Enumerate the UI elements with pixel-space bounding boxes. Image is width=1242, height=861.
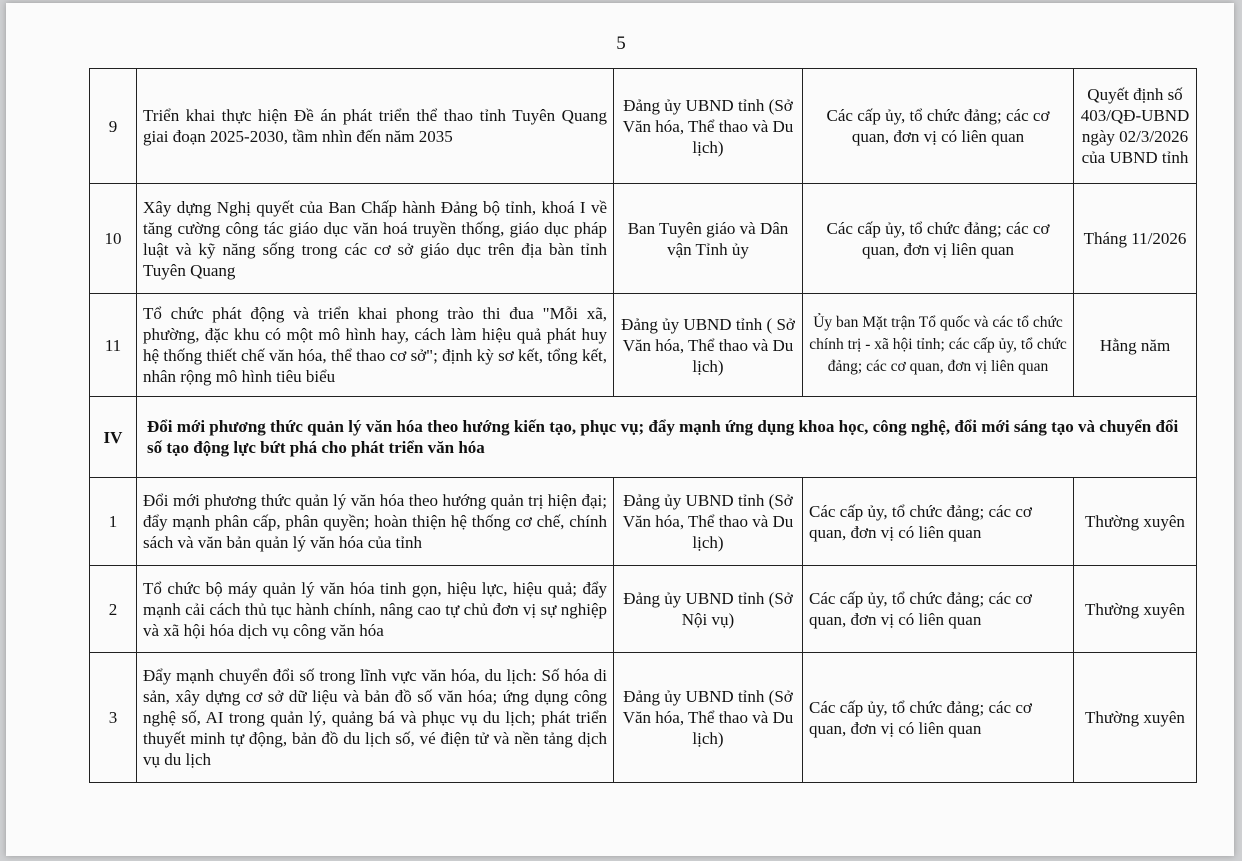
- table-row: [90, 566, 1197, 653]
- lead-unit: Đảng ủy UBND tỉnh ( Sở Văn hóa, Thể thao và Du lịch): [614, 294, 803, 397]
- page-number: 5: [616, 33, 626, 54]
- coordinating-unit: Ủy ban Mặt trận Tổ quốc và các tổ chức chính trị - xã hội tỉnh; các cấp ủy, tổ chức đảng; các cơ quan, đơn vị liên quan: [803, 294, 1074, 397]
- table-row: [90, 184, 1197, 294]
- table-row: [90, 69, 1197, 184]
- coordinating-unit: Các cấp ủy, tổ chức đảng; các cơ quan, đơn vị có liên quan: [803, 566, 1074, 653]
- task-description: Xây dựng Nghị quyết của Ban Chấp hành Đảng bộ tỉnh, khoá I về tăng cường công tác giáo dục văn hoá truyền thống, giáo dục pháp luật và kỹ năng sống trong các cơ sở giáo dục trên địa bàn tỉnh Tuyên Quang: [137, 184, 614, 294]
- completion-time: Thường xuyên: [1074, 566, 1197, 653]
- completion-time: Thường xuyên: [1074, 478, 1197, 566]
- task-description: Đổi mới phương thức quản lý văn hóa theo hướng quản trị hiện đại; đẩy mạnh phân cấp, phân quyền; hoàn thiện hệ thống cơ chế, chính sách và văn bản quản lý văn hóa của tỉnh: [137, 478, 614, 566]
- section-title: Đổi mới phương thức quản lý văn hóa theo hướng kiến tạo, phục vụ; đẩy mạnh ứng dụng khoa học, công nghệ, đổi mới sáng tạo và chuyển đổi số tạo động lực bứt phá cho phát triển văn hóa: [137, 397, 1197, 478]
- section-number: IV: [90, 397, 137, 478]
- completion-time: Quyết định số 403/QĐ-UBND ngày 02/3/2026 của UBND tỉnh: [1074, 69, 1197, 184]
- completion-time: Tháng 11/2026: [1074, 184, 1197, 294]
- row-number: 1: [90, 478, 137, 566]
- task-description: Đẩy mạnh chuyển đổi số trong lĩnh vực văn hóa, du lịch: Số hóa di sản, xây dựng cơ sở dữ liệu và bản đồ số văn hóa; ứng dụng công nghệ số, AI trong quản lý, quảng bá và phục vụ du lịch; phát triển thuyết minh tự động, bản đồ du lịch số, vé điện tử và nền tảng dịch vụ du lịch: [137, 653, 614, 783]
- row-number: 11: [90, 294, 137, 397]
- table-row: [90, 478, 1197, 566]
- coordinating-unit: Các cấp ủy, tổ chức đảng; các cơ quan, đơn vị có liên quan: [803, 69, 1074, 184]
- table-row: [90, 294, 1197, 397]
- coordinating-unit: Các cấp ủy, tổ chức đảng; các cơ quan, đơn vị có liên quan: [803, 653, 1074, 783]
- row-number: 2: [90, 566, 137, 653]
- task-table: [89, 68, 1197, 783]
- lead-unit: Đảng ủy UBND tỉnh (Sở Văn hóa, Thể thao và Du lịch): [614, 478, 803, 566]
- row-number: 9: [90, 69, 137, 184]
- completion-time: Hằng năm: [1074, 294, 1197, 397]
- row-number: 10: [90, 184, 137, 294]
- task-description: Tổ chức phát động và triển khai phong trào thi đua "Mỗi xã, phường, đặc khu có một mô hình hay, cách làm hiệu quả phát huy hệ thống thiết chế văn hóa, thể thao cơ sở"; định kỳ sơ kết, tổng kết, nhân rộng mô hình tiêu biểu: [137, 294, 614, 397]
- row-number: 3: [90, 653, 137, 783]
- lead-unit: Ban Tuyên giáo và Dân vận Tỉnh ủy: [614, 184, 803, 294]
- table-row: [90, 653, 1197, 783]
- task-description: Triển khai thực hiện Đề án phát triển thể thao tỉnh Tuyên Quang giai đoạn 2025-2030, tầm nhìn đến năm 2035: [137, 69, 614, 184]
- section-row: [90, 397, 1197, 478]
- lead-unit: Đảng ủy UBND tỉnh (Sở Văn hóa, Thể thao và Du lịch): [614, 69, 803, 184]
- lead-unit: Đảng ủy UBND tỉnh (Sở Nội vụ): [614, 566, 803, 653]
- coordinating-unit: Các cấp ủy, tổ chức đảng; các cơ quan, đơn vị liên quan: [803, 184, 1074, 294]
- coordinating-unit: Các cấp ủy, tổ chức đảng; các cơ quan, đơn vị có liên quan: [803, 478, 1074, 566]
- task-description: Tổ chức bộ máy quản lý văn hóa tinh gọn, hiệu lực, hiệu quả; đẩy mạnh cải cách thủ tục hành chính, nâng cao tự chủ đơn vị sự nghiệp và xã hội hóa dịch vụ công văn hóa: [137, 566, 614, 653]
- completion-time: Thường xuyên: [1074, 653, 1197, 783]
- lead-unit: Đảng ủy UBND tỉnh (Sở Văn hóa, Thể thao và Du lịch): [614, 653, 803, 783]
